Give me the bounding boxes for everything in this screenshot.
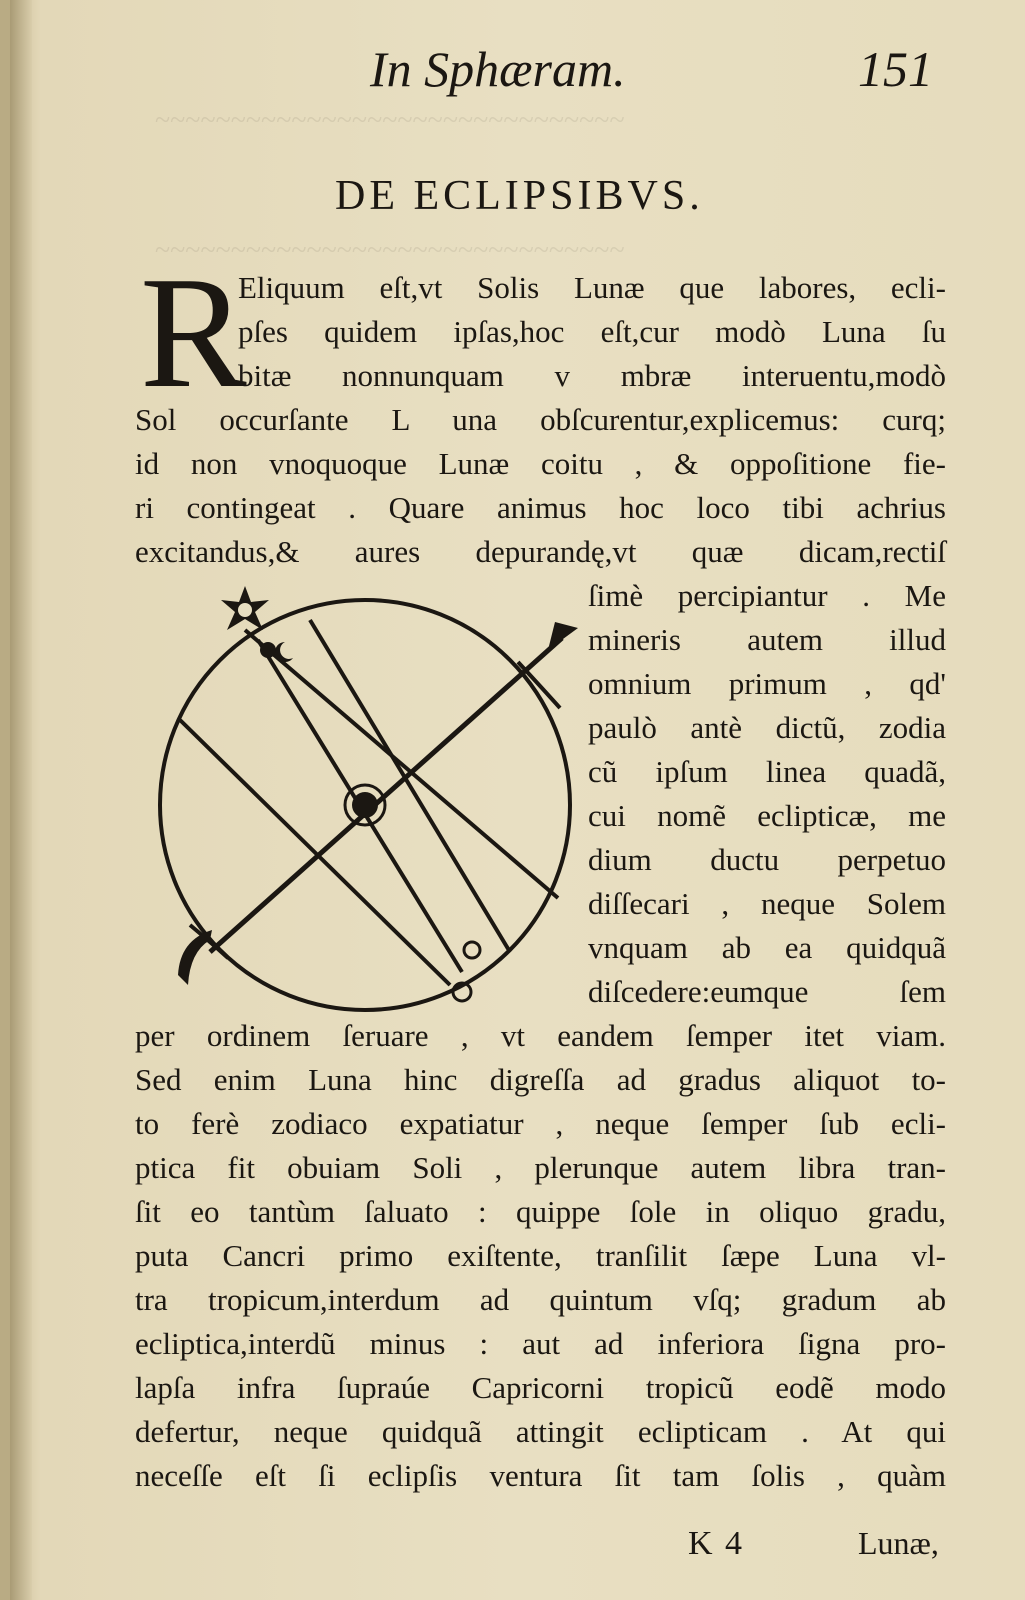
text-line: cũ ipſum linea quadã,	[588, 754, 946, 789]
text-line: bitæ nonnunquam v mbræ interuentu,modò	[238, 358, 946, 393]
page-gutter	[10, 0, 32, 1600]
sun-star-icon	[221, 586, 269, 630]
text-line: per ordinem ſeruare , vt eandem ſemper itet viam.	[135, 1018, 946, 1053]
comet-tail-icon	[178, 930, 212, 985]
earth-center-dot	[352, 792, 378, 818]
text-line: Sed enim Luna hinc digreſſa ad gradus aliquot to-	[135, 1062, 946, 1097]
parallel-line	[310, 620, 510, 952]
show-through-text: ~~~~~~~~~~~~~~~~~~~~~~~~~~~~~~~	[155, 235, 625, 266]
text-line: diſſecari , neque Solem	[588, 886, 946, 921]
moon-dark-icon	[260, 642, 276, 658]
text-line: to ferè zodiaco expatiatur , neque ſemper ſub ecli-	[135, 1106, 946, 1141]
text-line: lapſa infra ſupraúe Capricorni tropicũ eodẽ modo	[135, 1370, 946, 1405]
drop-cap: R	[140, 243, 247, 421]
arc-mark	[518, 662, 560, 708]
eclipse-diagram	[150, 580, 590, 1025]
text-line: vnquam ab ea quidquã	[588, 930, 946, 965]
text-line: Sol occurſante L una obſcurentur,explicemus: curq;	[135, 402, 946, 437]
moon-small-icon	[464, 942, 480, 958]
text-line: dium ductu perpetuo	[588, 842, 946, 877]
text-line: id non vnoquoque Lunæ coitu , & oppoſitione fie-	[135, 446, 946, 481]
text-line: omnium primum , qd'	[588, 666, 946, 701]
text-line: puta Cancri primo exiſtente, tranſilit ſæpe Luna vl-	[135, 1238, 946, 1273]
text-line: ecliptica,interdũ minus : aut ad inferiora ſigna pro-	[135, 1326, 946, 1361]
ecliptic-line	[210, 638, 562, 952]
arrow-head	[548, 622, 578, 650]
text-line: defertur, neque quidquã attingit eclipticam . At qui	[135, 1414, 946, 1449]
running-head: In Sphæram.	[370, 41, 626, 97]
text-line: tra tropicum,interdum ad quintum vſq; gradum ab	[135, 1282, 946, 1317]
text-line: ri contingeat . Quare animus hoc loco tibi achrius	[135, 490, 946, 525]
show-through-text: ~~~~~~~~~~~~~~~~~~~~~~~~~~~~~~~	[155, 105, 625, 136]
text-line: mineris autem illud	[588, 622, 946, 657]
text-line: paulò antè dictũ, zodia	[588, 710, 946, 745]
text-line: ptica fit obuiam Soli , plerunque autem libra tran-	[135, 1150, 946, 1185]
chapter-title: DE ECLIPSIBVS.	[335, 173, 704, 219]
text-line: cui nomẽ eclipticæ, me	[588, 798, 946, 833]
text-line: ſit eo tantùm ſaluato : quippe ſole in oliquo gradu,	[135, 1194, 946, 1229]
catchword: Lunæ,	[858, 1525, 939, 1561]
text-line: excitandus,& aures depurandę,vt quæ dicam,rectiſ	[135, 534, 946, 569]
text-line: ſimè percipiantur . Me	[588, 578, 946, 613]
text-line: neceſſe eſt ſi eclipſis ventura ſit tam ſolis , quàm	[135, 1458, 946, 1493]
signature-mark: K 4	[688, 1525, 745, 1562]
text-line: pſes quidem ipſas,hoc eſt,cur modò Luna ſu	[238, 314, 946, 349]
text-line: diſcedere:eumque ſem	[588, 974, 946, 1009]
zodiac-band-line	[245, 630, 558, 898]
text-line: Eliquum eſt,vt Solis Lunæ que labores, ecli-	[238, 270, 946, 305]
page-number: 151	[858, 41, 933, 97]
book-page	[10, 0, 1025, 1600]
